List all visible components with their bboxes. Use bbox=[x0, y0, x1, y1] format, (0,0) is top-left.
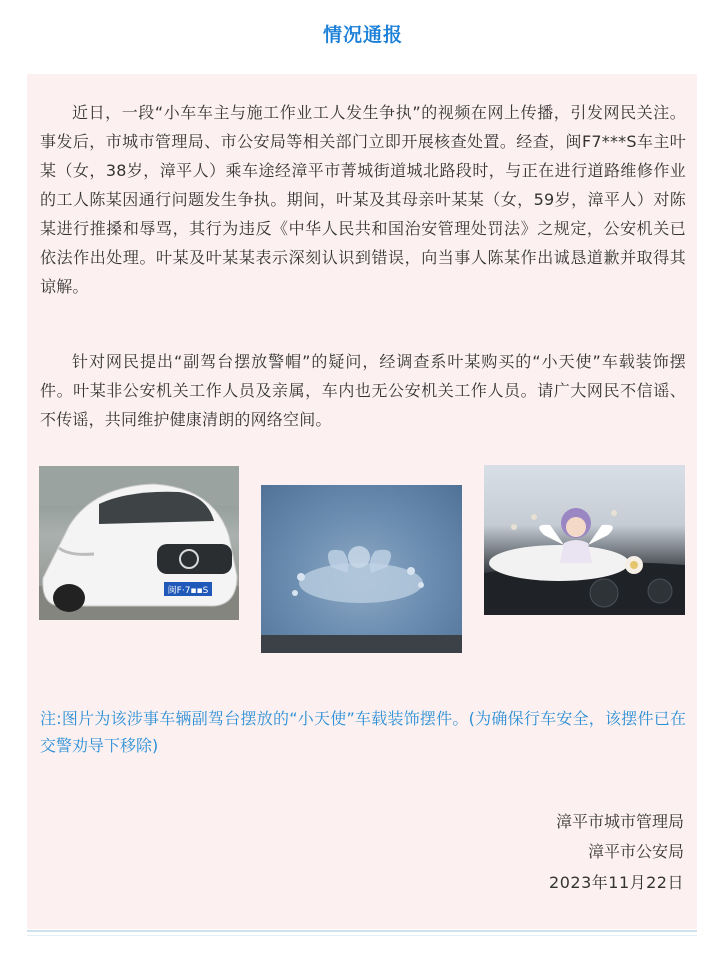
body-paragraph-2: 针对网民提出“副驾台摆放警帽”的疑问，经调查系叶某购买的“小天使”车载装饰摆件。叶某非公安机关工作人员及亲属，车内也无公安机关工作人员。请广大网民不信谣、不传谣，共同维护健康清朗的网络空间。 bbox=[40, 352, 686, 429]
signature-org-urban-management: 漳平市城市管理局 bbox=[555, 812, 684, 831]
car-illustration bbox=[39, 466, 239, 620]
signature-date: 2023年11月22日 bbox=[549, 873, 684, 892]
car-photo bbox=[39, 466, 239, 620]
bottom-divider bbox=[27, 930, 697, 932]
body-paragraph-1: 近日，一段“小车车主与施工作业工人发生争执”的视频在网上传播，引发网民关注。事发后，市城市管理局、市公安局等相关部门立即开展核查处置。经查，闽F7***S车主叶某（女，38岁，漳平人）乘车途经漳平市菁城街道城北路段时，与正在进行道路维修作业的工人陈某因通行问题发生争执。期间，叶某及其母亲叶某某（女，59岁，漳平人）对陈某进行推搡和辱骂，其行为违反《中华人民共和国治安管理处罚法》之规定，公安机关已依法作出处理。叶某及叶某某表示深刻认识到错误，向当事人陈某作出诚恳道歉并取得其谅解。 bbox=[40, 103, 686, 296]
angel-silhouette-illustration bbox=[261, 485, 462, 653]
angel-decoration-photo bbox=[261, 485, 462, 653]
signature-org-public-security: 漳平市公安局 bbox=[587, 842, 684, 861]
bottom-divider-thin bbox=[27, 935, 697, 936]
page-title: 情况通报 bbox=[322, 24, 403, 46]
license-plate-text: 闽F·7▪▪S bbox=[167, 586, 209, 596]
angel-doll-photo bbox=[484, 465, 685, 615]
angel-doll-illustration bbox=[484, 465, 685, 615]
photo-caption-note: 注:图片为该涉事车辆副驾台摆放的“小天使”车载装饰摆件。(为确保行车安全，该摆件已在交警劝导下移除) bbox=[40, 709, 686, 755]
